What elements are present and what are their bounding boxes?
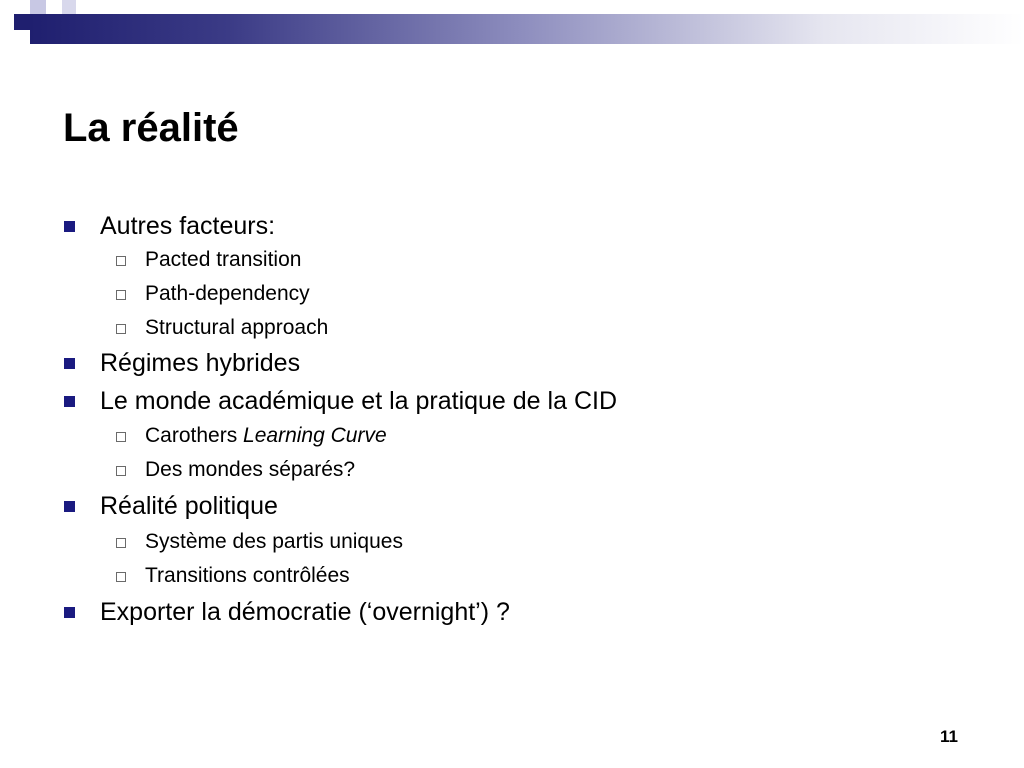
bullet-item: Réalité politique [100, 492, 278, 520]
corner-square-light [30, 0, 46, 14]
corner-square-mid [62, 0, 76, 14]
sub-bullet-item: Path-dependency [145, 282, 310, 305]
square-bullet-icon [64, 501, 75, 512]
slide-title: La réalité [63, 106, 239, 150]
bullet-item: Régimes hybrides [100, 349, 301, 377]
corner-square-dark [14, 14, 30, 30]
bullet-item: Exporter la démocratie (‘overnight’) ? [100, 598, 510, 626]
hollow-square-bullet-icon [116, 324, 126, 334]
hollow-square-bullet-icon [116, 432, 126, 442]
sub-bullet-item: Des mondes séparés? [145, 458, 356, 481]
bullet-item: Autres facteurs: [100, 212, 276, 240]
square-bullet-icon [64, 221, 75, 232]
square-bullet-icon [64, 358, 75, 369]
bullet-item: Le monde académique et la pratique de la CID [100, 387, 617, 415]
hollow-square-bullet-icon [116, 466, 126, 476]
sub-bullet-item: Système des partis uniques [145, 530, 403, 553]
sub-bullet-item [145, 423, 387, 449]
page-number: 11 [940, 727, 958, 746]
header-gradient-bar [30, 14, 1024, 44]
sub-bullet-item: Structural approach [145, 316, 329, 339]
hollow-square-bullet-icon [116, 290, 126, 300]
sub-bullet-item: Transitions contrôlées [145, 564, 350, 587]
square-bullet-icon [64, 396, 75, 407]
square-bullet-icon [64, 607, 75, 618]
hollow-square-bullet-icon [116, 538, 126, 548]
sub-bullet-item: Pacted transition [145, 248, 302, 271]
hollow-square-bullet-icon [116, 572, 126, 582]
sub-bullet-emphasis: Learning Curve [243, 424, 387, 447]
hollow-square-bullet-icon [116, 256, 126, 266]
sub-bullet-text: Carothers [145, 424, 244, 447]
